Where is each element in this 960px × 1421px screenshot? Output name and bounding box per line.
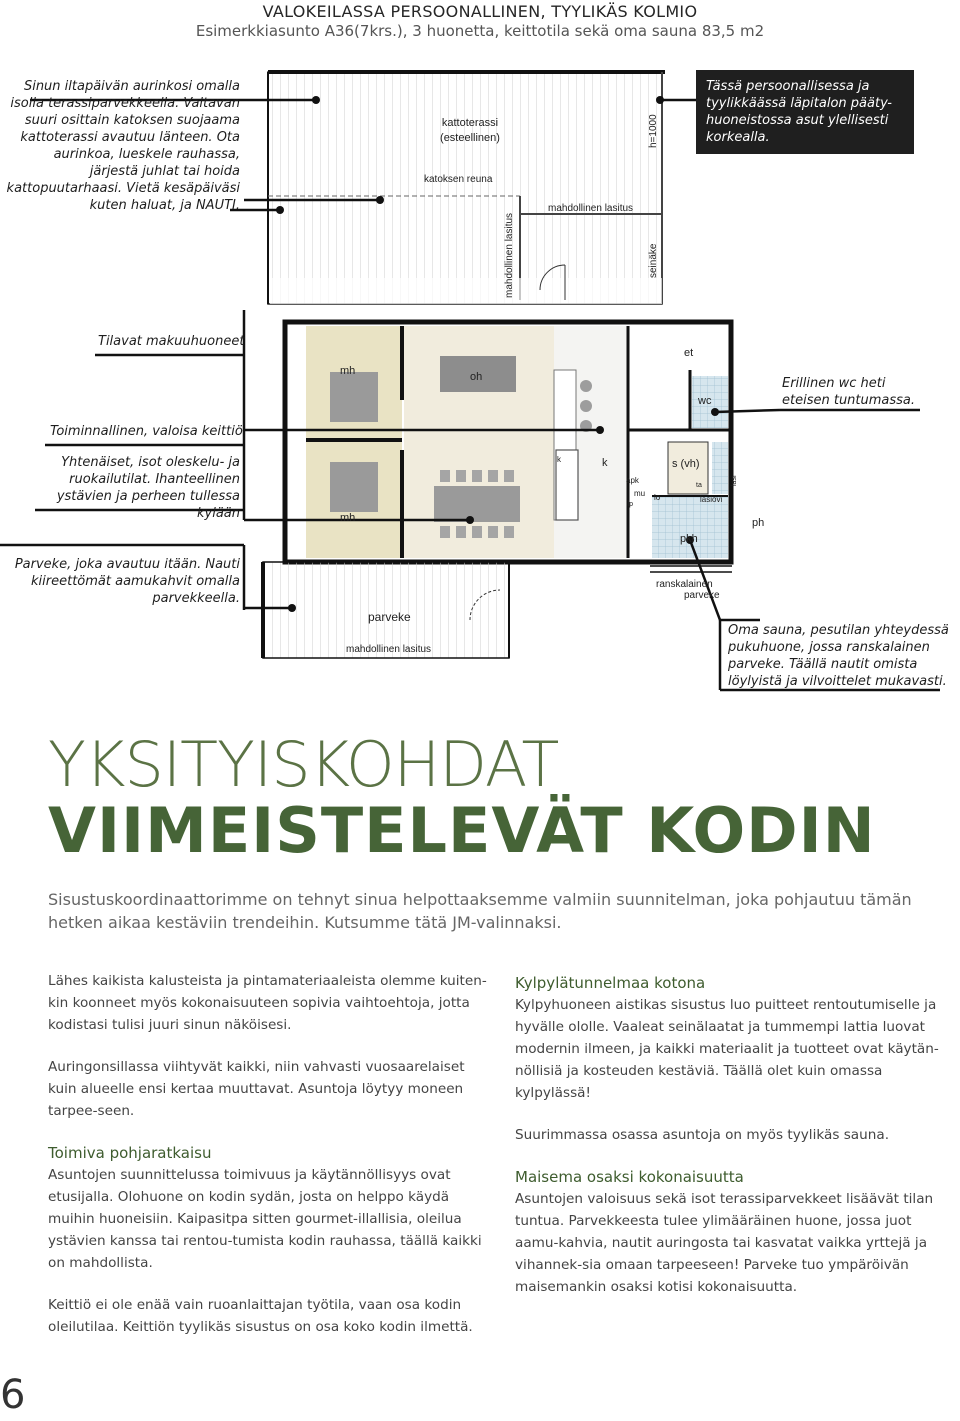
- label-small-mu: mu: [634, 489, 646, 498]
- label-small-lasi: lasi: [731, 475, 738, 486]
- label-possible-glazing-vertical: mahdollinen lasitus: [504, 212, 515, 298]
- label-kitchen: k: [602, 457, 608, 469]
- page-number: 6: [0, 1372, 26, 1418]
- callout-living: Yhtenäiset, isot oleskelu- ja ruokailutilat. Ihanteellinen ystävien ja perheen tullessa kylään: [56, 455, 240, 521]
- label-canopy-edge: katoksen reuna: [424, 174, 493, 185]
- label-washroom: ph: [752, 517, 765, 529]
- headline-light: YKSITYISKOHDAT: [48, 728, 559, 801]
- callout-kitchen: Toiminnallinen, valoisa keittiö: [50, 424, 243, 439]
- left-column: [48, 970, 490, 1358]
- label-terrace: kattoterassi: [441, 117, 499, 129]
- label-wall: seinäke: [648, 243, 659, 278]
- page-header-title: VALOKEILASSA PERSOONALLINEN, TYYLIKÄS KOLMIO: [262, 2, 698, 21]
- label-small-ta: ta: [696, 482, 702, 489]
- page-header-subtitle: Esimerkkiasunto A36(7krs.), 3 huonetta, keittotila sekä oma sauna 83,5 m2: [195, 22, 765, 40]
- label-possible-glazing-balcony: mahdollinen lasitus: [346, 644, 432, 655]
- label-bedroom-bottom: mh: [340, 512, 356, 524]
- label-dressing: pkh: [680, 533, 698, 545]
- right-column: [515, 972, 959, 1318]
- callout-sauna: Oma sauna, pesutilan yhteydessä pukuhuone, jossa ranskalainen parveke. Täällä nautit omista löylyistä ja vilvoittelet mukavasti.: [728, 623, 949, 689]
- left-paragraph-2: Auringonsillassa viihtyvät kaikki, niin vahvasti vuosaarelaiset kuin alueelle ensi kertaa muuttavat. Asuntoja löytyy moneen tarpee-seen.: [48, 1059, 465, 1119]
- label-wc: wc: [698, 395, 712, 407]
- right-heading-2: Maisema osaksi kokonaisuutta: [515, 1168, 744, 1186]
- label-bedroom-top: mh: [340, 365, 356, 377]
- label-sauna: s (vh): [672, 458, 700, 470]
- label-height: h=1000: [648, 114, 659, 148]
- apartment-walls: [285, 322, 731, 562]
- intro-text: Sisustuskoordinaattorimme on tehnyt sinua helpottaaksemme valmiin suunnitelman, joka pohjautuu tämän hetken aikaa kestäviin trendeihin. Kutsumme tätä JM-valinnaksi.: [48, 890, 912, 932]
- label-small-k: k: [557, 455, 561, 464]
- label-hall: et: [684, 347, 694, 359]
- callout-roof-terrace: Sinun iltapäivän aurinkosi omalla isolla terassiparvekkeella. Valtavan suuri osittain katoksen suojaama kattoterassi avautuu länteen. Ota aurinkoa, lueskele rauhassa, järjestä juhlat tai hoida kattopuutarhaasi. Vietä kesäpäiväsi kuten haluat, ja NAUTI.: [6, 79, 240, 213]
- callout-gable-apartment: Tässä persoonallisessa ja tyylikkäässä läpitalon pääty-huoneistossa asut ylellisesti korkealla.: [696, 70, 914, 154]
- left-paragraph-1: Lähes kaikista kalusteista ja pintamateriaaleista olemme kuiten-kin koonneet myös kokonaisuuteen sopivia vaihtoehtoja, jotta kodistasi tulisi juuri sinun näköisesi.: [48, 973, 487, 1033]
- label-glass-door: lasiovi: [700, 495, 723, 504]
- label-small-apk: apk: [626, 476, 639, 485]
- roof-terrace: [268, 72, 665, 304]
- label-living: oh: [470, 371, 483, 383]
- callout-bedrooms: Tilavat makuuhuoneet: [98, 334, 245, 349]
- right-paragraph-3: Asuntojen valoisuus sekä isot terassiparvekkeet lisäävät tilan tuntua. Parvekkeesta tulee ylimääräinen huone, jossa juot aamu-kahvia, nautit auringosta tai kasvatat vaikka yrttejä ja vihannek-sia omaan tarpeeseen! Parveke tuo ympäröivän maisemankin osaksi kotisi kokonaisuutta.: [515, 1191, 934, 1295]
- right-paragraph-2: Suurimmassa osassa asuntoja on myös tyylikäs sauna.: [515, 1127, 890, 1143]
- left-paragraph-4: Keittiö ei ole enää vain ruoanlaittajan työtila, vaan osa kodin oleilutilaa. Keittiön tyylikäs sisustus on osa koko kodin ilmettä.: [48, 1297, 473, 1335]
- callout-balcony: Parveke, joka avautuu itään. Nauti kiireettömät aamukahvit omalla parvekkeella.: [14, 557, 240, 606]
- label-french-balcony-1: ranskalainen: [656, 579, 713, 590]
- left-paragraph-3: Asuntojen suunnittelussa toimivuus ja käytännöllisyys ovat etusijalla. Olohuone on kodin sydän, josta on helppo käydä muihin huoneisiin. Kaipasitpa sitten gourmet-illallisia, oleilua ystävien kanssa tai rentou-tumista kodin rauhassa, täällä kaikki on mahdollista.: [48, 1167, 482, 1271]
- label-small-lo: lo: [654, 493, 661, 502]
- label-french-balcony-2: parveke: [684, 590, 720, 601]
- label-small-ilp: ilp: [626, 501, 634, 508]
- callout-wc: Erillinen wc heti eteisen tuntumassa.: [782, 376, 916, 408]
- right-heading-1: Kylpylätunnelmaa kotona: [515, 974, 706, 992]
- right-paragraph-1: Kylpyhuoneen aistikas sisustus luo puitteet rentoutumiselle ja hyvälle ololle. Vaaleat seinälaatat ja tummempi lattia luovat modernin ilmeen, ja kaikki materiaalit ja tuotteet ovat käytän-nöllisiä ja kosteuden kestäviä. Täällä olet kuin omassa kylpylässä!: [515, 997, 939, 1101]
- label-possible-glazing-top: mahdollinen lasitus: [548, 203, 634, 214]
- headline-bold: VIIMEISTELEVÄT KODIN: [48, 794, 876, 867]
- label-terrace-note: (esteellinen): [440, 132, 500, 144]
- label-balcony: parveke: [368, 610, 411, 624]
- left-heading-1: Toimiva pohjaratkaisu: [48, 1144, 212, 1162]
